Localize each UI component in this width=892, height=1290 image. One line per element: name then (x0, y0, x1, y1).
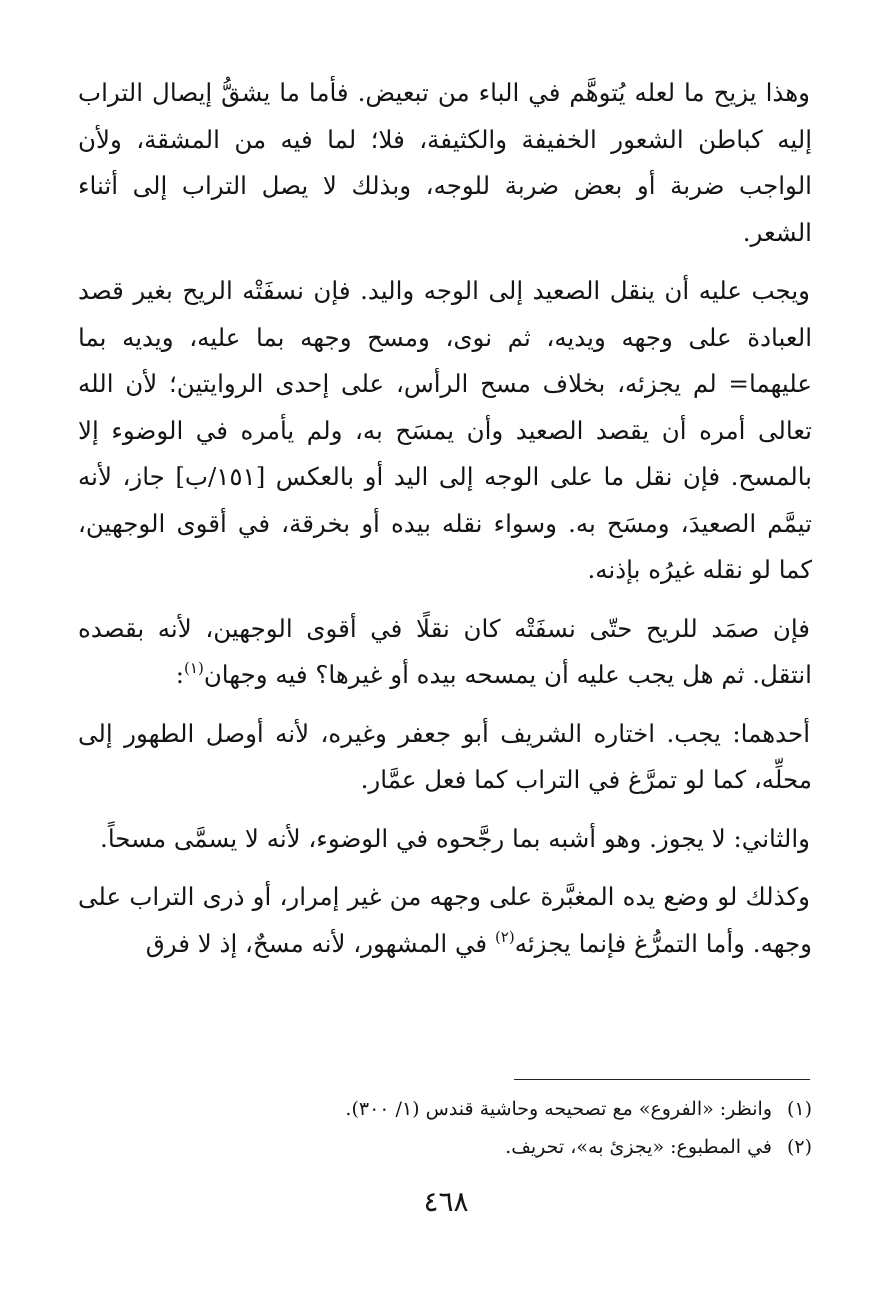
footnote-ref-2[interactable]: (٢) (494, 927, 515, 946)
paragraph-5 (78, 816, 812, 863)
footnote-1 (78, 1090, 812, 1128)
paragraph-1 (78, 70, 812, 256)
paragraph-3-text: فإن صمَد للريح حتّى نسفَتْه كان نقلًا في أقوى الوجهين، لأنه بقصده انتقل. ثم هل يجب عليه أن يمسحه بيده أو غيرها؟ فيه وجهان (78, 613, 812, 689)
footnote-2 (78, 1128, 812, 1166)
paragraph-5-text: والثاني: لا يجوز. وهو أشبه بما رجَّحوه في الوضوء، لأنه لا يسمَّى مسحاً. (100, 823, 810, 853)
paragraph-6-tail: في المشهور، لأنه مسحٌ، إذ لا فرق (145, 928, 495, 958)
paragraph-1-text: وهذا يزيح ما لعله يُتوهَّم في الباء من تبعيض. فأما ما يشقُّ إيصال التراب إليه كباطن الشعور الخفيفة والكثيفة، فلا؛ لما فيه من المشقة، ولأن الواجب ضربة أو بعض ضربة للوجه، وبذلك لا يصل التراب إلى أثناء الشعر. (78, 78, 812, 247)
paragraph-4-text: أحدهما: يجب. اختاره الشريف أبو جعفر وغيره، لأنه أوصل الطهور إلى محلِّه، كما لو تمرَّغ في التراب كما فعل عمَّار. (78, 718, 812, 794)
paragraph-6 (78, 874, 812, 967)
main-text (78, 70, 812, 979)
footnote-1-text: وانظر: «الفروع» مع تصحيحه وحاشية قندس (١/ ٣٠٠). (345, 1098, 772, 1120)
paragraph-4 (78, 711, 812, 804)
footnote-2-text: في المطبوع: «يجزئ به»، تحريف. (505, 1136, 772, 1158)
paragraph-3-tail: : (175, 660, 185, 689)
paragraph-3 (78, 606, 812, 699)
footnote-ref-1[interactable]: (١) (184, 659, 204, 677)
paragraph-2-text: ويجب عليه أن ينقل الصعيد إلى الوجه واليد. فإن نسفَتْه الريح بغير قصد العبادة على وجهه ويديه، ثم نوى، ومسح وجهه بما عليه، ويديه بما عليهما= لم يجزئه، بخلاف مسح الرأس، على إحدى الروايتين؛ لأن الله تعالى أمره أن يقصد الصعيد وأن يمسَح به، ولم يأمره في الوضوء إلا بالمسح. فإن نقل ما على الوجه إلى اليد أو بالعكس [١٥١/ب] جاز، لأنه تيمَّم الصعيدَ، ومسَح به. وسواء نقله بيده أو بخرقة، في أقوى الوجهين، كما لو نقله غيرُه بإذنه. (78, 276, 812, 584)
footnote-separator (514, 1079, 810, 1080)
paragraph-6-text: وكذلك لو وضع يده المغبَّرة على وجهه من غير إمرار، أو ذرى التراب على وجهه. وأما التمرُّغ فإنما يجزئه (78, 882, 812, 958)
page-number: ٤٦٨ (423, 1185, 469, 1218)
footnotes (78, 1090, 812, 1166)
footnote-2-number: (٢) (786, 1136, 812, 1158)
paragraph-2 (78, 268, 812, 594)
footnote-1-number: (١) (786, 1098, 812, 1120)
